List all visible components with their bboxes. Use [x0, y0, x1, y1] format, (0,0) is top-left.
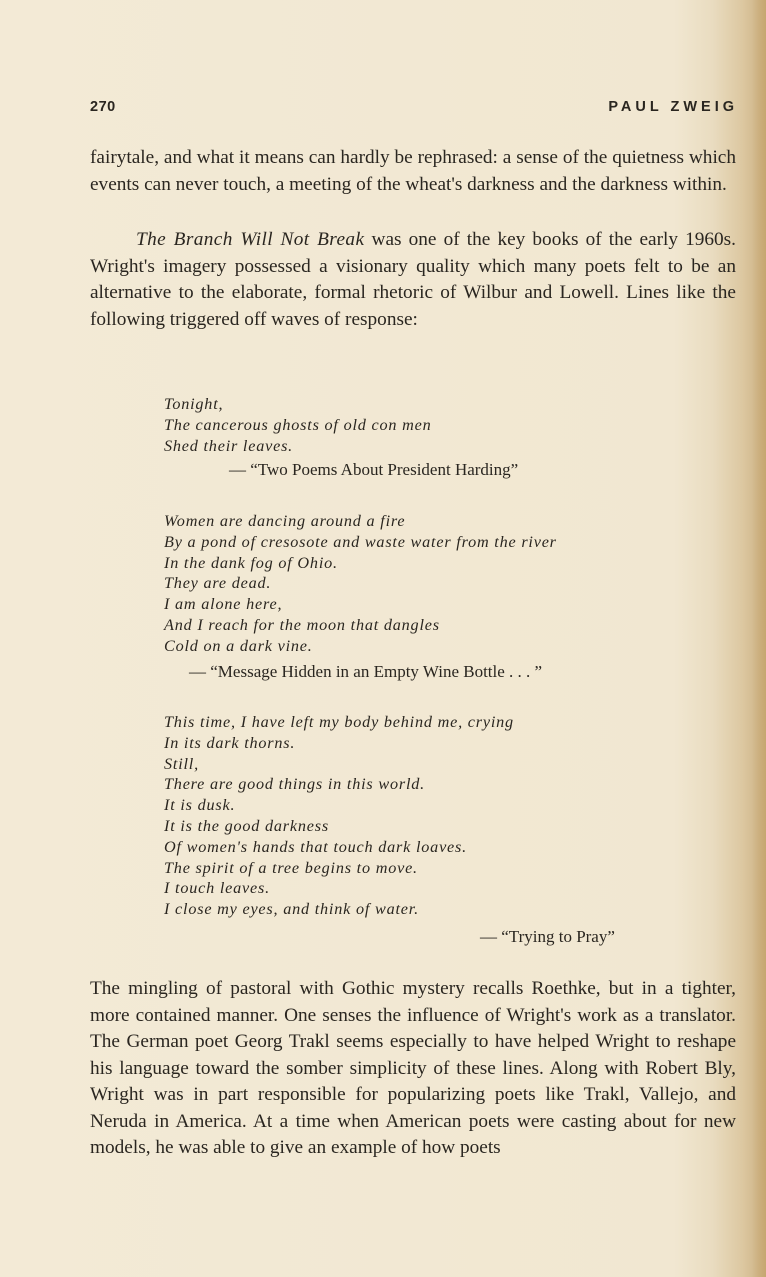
verse-line: Of women's hands that touch dark loaves. — [164, 837, 467, 856]
page-number: 270 — [90, 99, 116, 115]
paragraph-branch-will-not-break — [90, 227, 736, 333]
verse-line: I am alone here, — [164, 595, 283, 614]
verse-line: It is dusk. — [164, 796, 236, 815]
running-head-author: PAUL ZWEIG — [608, 99, 738, 115]
citation-message: — “Message Hidden in an Empty Wine Bottle . . . ” — [189, 662, 543, 681]
verse-line: This time, I have left my body behind me, crying — [164, 713, 514, 731]
verse-line: By a pond of cresosote and waste water from the river — [164, 532, 557, 551]
verse-line: The spirit of a tree begins to move. — [164, 858, 418, 877]
poem-quote-message — [164, 511, 557, 657]
book-title: The Branch Will Not Break — [136, 229, 365, 250]
poem-quote-harding — [164, 394, 431, 456]
paragraph-body: was one of the key books of the early 1960s. Wright's imagery possessed a visionary quality which many poets felt to be an alternative to the elaborate, formal rhetoric of Wilbur and Lowell. Lines like the following triggered off waves of response: — [90, 229, 737, 330]
paragraph-mingling: The mingling of pastoral with Gothic mystery recalls Roethke, but in a tighter, more contained manner. One senses the influence of Wright's work as a translator. The German poet Georg Trakl seems especially to have helped Wright to reshape his language toward the somber simplicity of these lines. Along with Robert Bly, Wright was in part responsible for popularizing poets like Trakl, Vallejo, and Neruda in America. At a time when American poets were casting about for new models, he was able to give an example of how poets — [90, 978, 736, 1158]
verse-line: I close my eyes, and think of water. — [164, 900, 419, 919]
citation-harding: — “Two Poems About President Harding” — [229, 460, 519, 479]
verse-line: It is the good darkness — [164, 816, 329, 835]
citation-trying-to-pray: — “Trying to Pray” — [480, 927, 615, 946]
verse-line: The cancerous ghosts of old con men — [164, 415, 432, 434]
verse-line: Shed their leaves. — [164, 436, 294, 455]
verse-line: There are good things in this world. — [164, 775, 425, 794]
verse-line: Still, — [164, 754, 199, 773]
paragraph-continuation: fairytale, and what it means can hardly be rephrased: a sense of the quietness which events can never touch, a meeting of the wheat's darkness and the darkness within. — [90, 147, 736, 195]
verse-line: Cold on a dark vine. — [164, 636, 313, 655]
verse-line: In the dank fog of Ohio. — [164, 553, 338, 572]
verse-line: Women are dancing around a fire — [164, 512, 406, 530]
poem-quote-trying-to-pray — [164, 712, 514, 920]
verse-line: In its dark thorns. — [164, 733, 296, 752]
verse-line: Tonight, — [164, 395, 224, 413]
verse-line: They are dead. — [164, 574, 272, 593]
running-header — [90, 99, 740, 119]
verse-line: And I reach for the moon that dangles — [164, 615, 440, 634]
verse-line: I touch leaves. — [164, 879, 270, 898]
page-edge-shadow — [752, 0, 766, 1277]
